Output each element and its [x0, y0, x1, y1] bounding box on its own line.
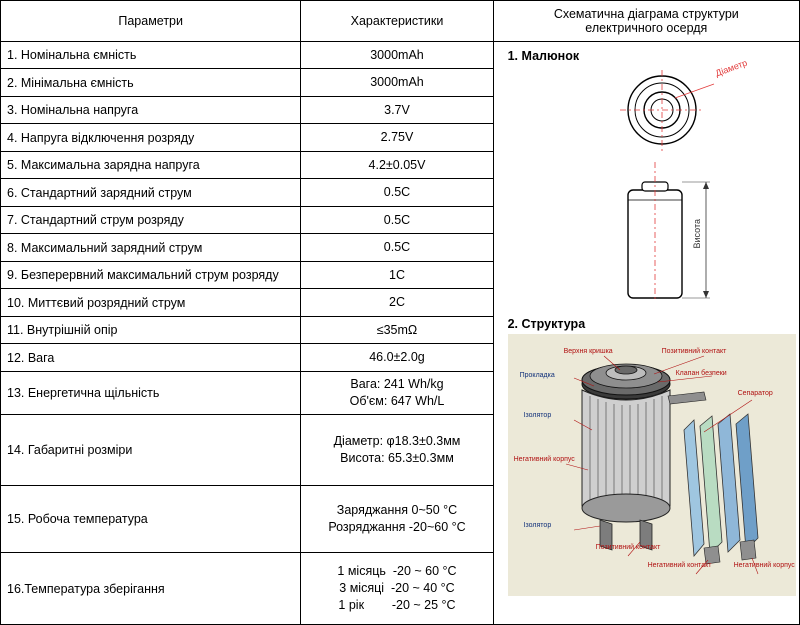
param-label: 10. Миттєвий розрядний струм	[1, 289, 301, 317]
cell-outline-drawing	[500, 62, 800, 302]
param-label: 6. Стандартний зарядний струм	[1, 179, 301, 207]
label-negative-case-bottom	[734, 562, 795, 570]
label-positive-contact-bottom-text: Позитивний контакт	[595, 543, 661, 551]
param-label: 1. Номінальна ємність	[1, 41, 301, 69]
param-value-line1: Діаметр: φ18.3±0.3мм	[333, 434, 461, 449]
header-diagram-line2: електричного осердя	[585, 20, 708, 35]
param-value: ≤35mΩ	[301, 316, 493, 344]
param-value-line2: 3 місяці -20 ~ 40 °C	[339, 581, 455, 596]
param-label: 14. Габаритні розміри	[1, 414, 301, 485]
label-separator: Сепаратор	[737, 389, 773, 397]
section2-label: 2. Структура	[507, 316, 586, 331]
param-value	[301, 371, 493, 414]
param-value	[301, 486, 493, 553]
label-negative-contact-text: Негативний контакт	[647, 561, 712, 569]
param-value-line3: 1 рік -20 ~ 25 °C	[338, 598, 456, 613]
param-label: 5. Максимальна зарядна напруга	[1, 151, 301, 179]
param-label: 15. Робоча температура	[1, 486, 301, 553]
param-label: 11. Внутрішній опір	[1, 316, 301, 344]
param-value-line2: Об'єм: 647 Wh/L	[349, 393, 445, 408]
figure-1	[500, 44, 793, 312]
param-value-line1: Заряджання 0~50 °C	[336, 503, 458, 518]
param-label: 16.Температура зберігання	[1, 553, 301, 625]
param-value: 4.2±0.05V	[301, 151, 493, 179]
diagram-column	[493, 41, 799, 624]
param-value-line1: 1 місяць -20 ~ 60 °C	[337, 564, 457, 579]
param-value-line1: Вага: 241 Wh/kg	[350, 377, 444, 391]
param-label: 12. Вага	[1, 344, 301, 372]
param-value-line2: Висота: 65.3±0.3мм	[340, 450, 454, 465]
label-negative-case-bottom-text: Негативний корпус	[733, 561, 795, 569]
param-value: 0.5C	[301, 206, 493, 234]
label-negative-contact	[648, 562, 712, 570]
label-positive-contact-top: Позитивний контакт	[661, 347, 727, 355]
table-header-row	[1, 1, 800, 42]
param-value	[301, 553, 493, 625]
param-label: 13. Енергетична щільність	[1, 371, 301, 414]
label-negative-case: Негативний корпус	[513, 455, 575, 463]
param-label: 7. Стандартний струм розряду	[1, 206, 301, 234]
param-value: 2.75V	[301, 124, 493, 152]
param-label: 8. Максимальний зарядний струм	[1, 234, 301, 262]
height-dimension-label: Висота	[691, 218, 702, 249]
param-value: 0.5C	[301, 179, 493, 207]
section1-label: 1. Малюнок	[507, 48, 580, 63]
param-value: 3000mAh	[301, 69, 493, 97]
param-value: 1C	[301, 261, 493, 289]
param-value	[301, 414, 493, 485]
header-parameters: Параметри	[1, 1, 301, 42]
param-value: 2C	[301, 289, 493, 317]
param-label: 2. Мінімальна ємність	[1, 69, 301, 97]
header-diagram	[493, 1, 799, 42]
label-safety-valve: Клапан безпеки	[675, 369, 727, 377]
param-label: 9. Безперервний максимальний струм розряду	[1, 261, 301, 289]
param-value: 46.0±2.0g	[301, 344, 493, 372]
label-top-cover: Верхня кришка	[563, 347, 613, 355]
header-characteristics: Характеристики	[301, 1, 493, 42]
label-positive-contact-bottom	[596, 544, 661, 552]
param-value: 3.7V	[301, 96, 493, 124]
header-diagram-line1: Схематична діаграма структури	[553, 6, 739, 21]
label-gasket: Прокладка	[519, 371, 555, 379]
param-value-line2: Розряджання -20~60 °C	[328, 520, 466, 535]
param-value: 3000mAh	[301, 41, 493, 69]
param-label: 3. Номінальна напруга	[1, 96, 301, 124]
figure-2	[500, 312, 793, 602]
param-label: 4. Напруга відключення розряду	[1, 124, 301, 152]
label-insulator-top: Ізолятор	[523, 411, 552, 419]
table-row	[1, 41, 800, 69]
label-insulator-bottom: Ізолятор	[523, 521, 552, 529]
diagram-inner	[500, 44, 793, 622]
param-value: 0.5C	[301, 234, 493, 262]
diameter-dimension-label: Діаметр	[713, 57, 749, 79]
